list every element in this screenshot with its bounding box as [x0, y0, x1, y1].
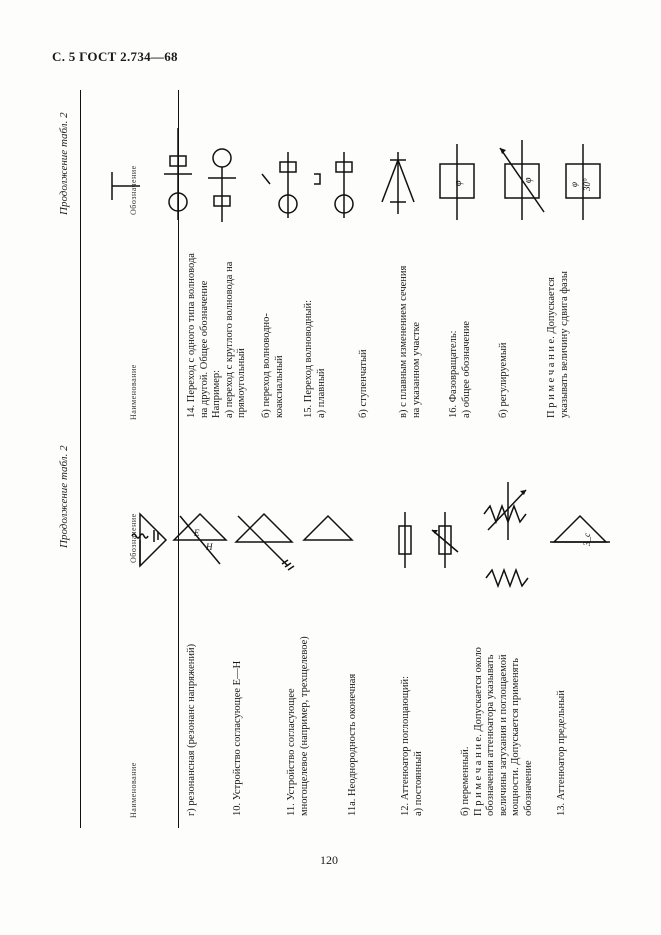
right-col-name-header: Наименование: [129, 364, 138, 420]
page-header: С. 5 ГОСТ 2.734—68: [52, 49, 178, 64]
waveguide-coaxial-icon: [204, 144, 240, 224]
page-number: 120: [320, 853, 338, 867]
svg-text:H: H: [206, 542, 213, 552]
attenuator-variable-icon: [428, 510, 462, 570]
zigzag-icon: [484, 556, 534, 596]
attenuator-fixed-icon: [390, 510, 420, 570]
right-table-continuation: Продолжение табл. 2: [58, 112, 70, 215]
triangle-multislot-icon: [232, 510, 298, 576]
left-table-continuation: Продолжение табл. 2: [58, 445, 70, 548]
left-row-7-name: 13. Аттенюатор предельный: [556, 690, 567, 816]
left-column-divider: [178, 418, 179, 828]
right-row-2-name: 15. Переход волноводный: а) плавный: [303, 299, 327, 418]
left-row-5-name: 12. Аттенюатор поглощающий: а) постоянный: [400, 675, 424, 816]
left-col-name-header: Наименование: [129, 762, 138, 818]
left-row-2-name: 10. Устройство согласующее Е—Н: [232, 660, 243, 816]
resonant-triangle-icon: [110, 510, 170, 570]
phase-shifter-icon: [432, 142, 482, 222]
phase-adjustable-label: φ: [523, 177, 534, 183]
left-row-4-name: 11а. Неоднородность оконечная: [347, 673, 358, 816]
tapered-section-icon: [376, 150, 420, 216]
right-row-6-name: б) регулируемый: [498, 342, 509, 418]
zigzag-variable-icon: [480, 478, 536, 544]
smooth-transition-icon: [258, 150, 308, 220]
left-row-3-name: 11. Устройство согласующее многощелевое (например, трехщелевое): [286, 636, 310, 816]
right-row-1-name: 14. Переход с одного типа волновода на другой. Общее обозначение Например: а) переход с круглого волновода на прямоугольный б) переход волноводно-коаксиальный: [186, 253, 285, 418]
right-row-5-name: 16. Фазовращатель: а) общее обозначение: [448, 320, 472, 418]
left-col-symbol-header: Обозначение: [129, 513, 138, 563]
phase-label: φ: [453, 180, 464, 186]
left-top-rule: [80, 418, 81, 828]
transition-general-icon: [108, 168, 144, 204]
circular-to-rectangular-icon: [160, 126, 196, 222]
triangle-icon: [300, 512, 356, 568]
triangle-e-h-icon: [170, 510, 230, 570]
right-col-symbol-header: Обозначение: [129, 165, 138, 215]
right-row-3-name: б) ступенчатый: [358, 349, 369, 418]
left-row-1-name: г) резонансная (резонанс напряжений): [186, 643, 197, 816]
right-row-4-name: в) с плавным изменением сечения на указанном участке: [398, 265, 422, 418]
phase-value-degrees: 30°: [582, 178, 592, 191]
right-top-rule: [80, 90, 81, 430]
cutoff-symbol-label: З_с: [582, 533, 592, 546]
triangle-cutoff-icon: [550, 512, 610, 572]
right-row-7-name: П р и м е ч а н и е. Допускается указывать величину сдвига фазы: [546, 271, 570, 418]
stepped-transition-icon: [310, 150, 360, 220]
phase-shifter-adjustable-icon: [494, 138, 550, 222]
phase-shifter-value-icon: [558, 142, 608, 222]
phase-value-symbol: φ: [569, 182, 579, 187]
left-row-6-name: б) переменный. П р и м е ч а н и е. Допускается около обозначения аттенюатора указывать величины затухания и поглощаемой мощности. Допускается применять обозначение: [460, 647, 534, 816]
svg-text:E: E: [194, 528, 200, 538]
